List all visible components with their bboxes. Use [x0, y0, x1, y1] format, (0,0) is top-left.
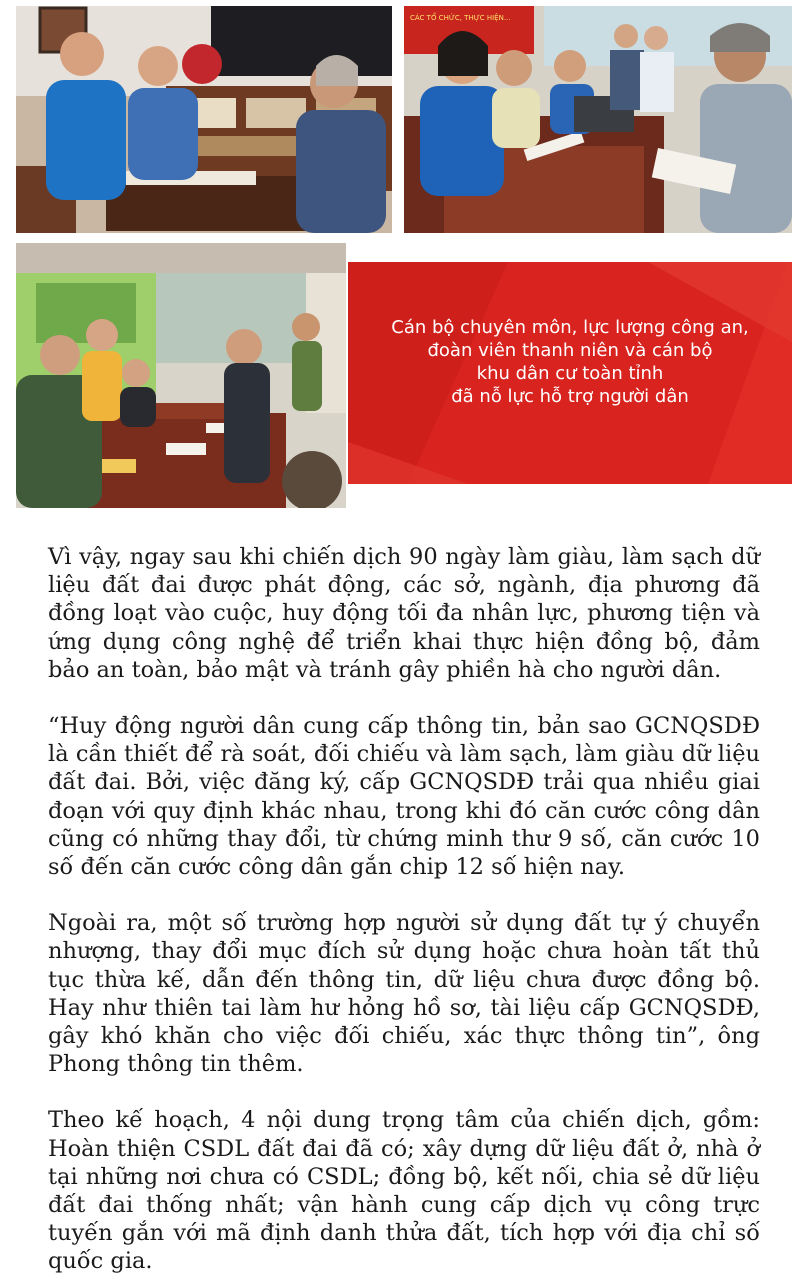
poster-text: CÁC TỔ CHỨC, THỰC HIỆN... [410, 14, 511, 22]
article-body [48, 543, 760, 1276]
article-paragraph: Vì vậy, ngay sau khi chiến dịch 90 ngày làm giàu, làm sạch dữ liệu đất đai được phát động, các sở, ngành, địa phương đã đồng loạt vào cuộc, huy động tối đa nhân lực, phương tiện và ứng dụng công nghệ để triển khai thực hiện đồng bộ, đảm bảo an toàn, bảo mật và tránh gây phiền hà cho người dân. [48, 544, 760, 683]
banner-line: Cán bộ chuyên môn, lực lượng công an, [391, 317, 749, 338]
banner-line: đã nỗ lực hỗ trợ người dân [451, 386, 689, 407]
photo-registration-desk [404, 6, 792, 233]
article-paragraph: “Huy động người dân cung cấp thông tin, bản sao GCNQSDĐ là cần thiết để rà soát, đối chiếu và làm sạch, làm giàu dữ liệu đất đai. Bởi, việc đăng ký, cấp GCNQSDĐ trải qua nhiều giai đoạn với quy định khác nhau, trong khi đó căn cước công dân cũng có những thay đổi, từ chứng minh thư 9 số, căn cước 10 số đến căn cước công dân gắn chip 12 số hiện nay. [48, 713, 760, 881]
banner-line: khu dân cư toàn tỉnh [476, 363, 664, 384]
photo-police-assist [16, 243, 346, 508]
article-paragraph: Theo kế hoạch, 4 nội dung trọng tâm của chiến dịch, gồm: Hoàn thiện CSDL đất đai đã có; xây dựng dữ liệu đất ở, nhà ở tại những nơi chưa có CSDL; đồng bộ, kết nối, chia sẻ dữ liệu đất đai thống nhất; vận hành cung cấp dịch vụ công trực tuyến gắn với mã định danh thửa đất, tích hợp với địa chỉ số quốc gia. [48, 1107, 760, 1275]
caption-banner [348, 262, 792, 484]
article-paragraph: Ngoài ra, một số trường hợp người sử dụng đất tự ý chuyển nhượng, thay đổi mục đích sử dụng hoặc chưa hoàn tất thủ tục thừa kế, dẫn đến thông tin, dữ liệu chưa được đồng bộ. Hay như thiên tai làm hư hỏng hồ sơ, tài liệu cấp GCNQSDĐ, gây khó khăn cho việc đối chiếu, xác thực thông tin”, ông Phong thông tin thêm. [48, 910, 760, 1078]
banner-caption [348, 316, 792, 408]
photo-home-visit [16, 6, 392, 233]
banner-line: đoàn viên thanh niên và cán bộ [427, 340, 713, 361]
